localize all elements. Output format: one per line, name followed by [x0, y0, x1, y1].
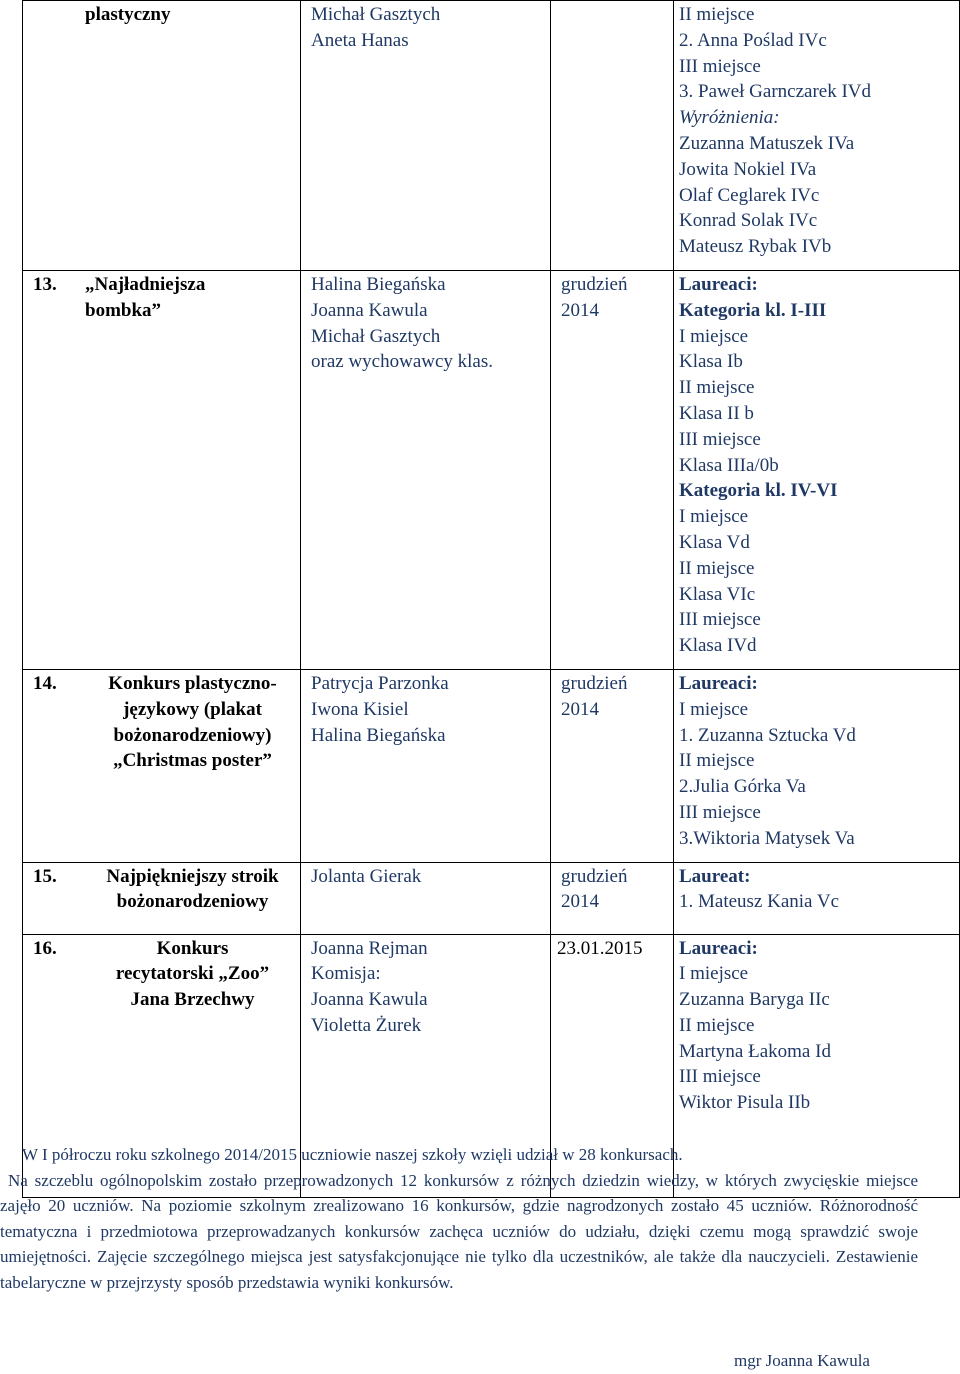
summary-paragraph-1: W I półroczu roku szkolnego 2014/2015 uczniowie naszej szkoły wzięli udział w 28 konkursach.: [22, 1145, 683, 1164]
organizers-cell: [301, 862, 551, 934]
result-line: 2. Anna Poślad IVc: [679, 29, 827, 51]
signature: mgr Joanna Kawula: [734, 1351, 870, 1370]
result-line: I miejsce: [679, 698, 749, 720]
contest-title-line: „Najładniejsza: [85, 273, 206, 295]
summary-text: [0, 1142, 918, 1296]
result-line: Wiktor Pisula IIb: [679, 1092, 811, 1114]
organizer-name: Aneta Hanas: [311, 29, 409, 51]
organizer-name: Iwona Kisiel: [311, 698, 409, 720]
result-line: Klasa Ib: [679, 351, 743, 373]
organizer-name: oraz wychowawcy klas.: [311, 351, 494, 373]
result-line: III miejsce: [679, 428, 761, 450]
result-line: Olaf Ceglarek IVc: [679, 184, 820, 206]
organizers-cell: [301, 669, 551, 862]
date-cell: [551, 270, 674, 669]
result-line: Klasa IVd: [679, 635, 757, 657]
contest-number: [33, 2, 85, 28]
result-heading: Laureaci:: [679, 672, 758, 694]
result-line: Mateusz Rybak IVb: [679, 236, 832, 258]
contest-date: 2014: [561, 891, 599, 913]
contest-title: [85, 2, 300, 28]
contest-title: [85, 936, 300, 1013]
contest-title-line: Najpiękniejszy stroik: [106, 865, 279, 887]
table-row: [23, 862, 960, 934]
organizer-name: Michał Gasztych: [311, 4, 441, 25]
summary-paragraph-2: Na szczeblu ogólnopolskim zostało przeprowadzonych 12 konkursów z różnych dziedzin wiedzy, w których zwycięskie miejsce zajęło 20 uczniów. Na poziomie szkolnym zrealizowano 16 konkursów, gdzie nagrodzonych zostało 45 uczniów. Różnorodność tematyczna i przedmiotowa przeprowadzanych konkursów zachęca uczniów do udziału, dzięki czemu mogą sprawdzić swoje umiejętności. Zajęcie szczególnego miejsca jest satysfakcjonujące nie tylko dla uczestników, ale także dla nauczycieli. Zestawienie tabelaryczne w przejrzysty sposób przedstawia wyniki konkursów.: [0, 1170, 918, 1292]
contest-date: 2014: [561, 698, 599, 720]
result-line: 1. Zuzanna Sztucka Vd: [679, 724, 856, 746]
contest-date: grudzień: [561, 672, 628, 694]
contest-date: grudzień: [561, 273, 628, 295]
result-line: Jowita Nokiel IVa: [679, 158, 817, 180]
contest-name-cell: [23, 1, 301, 271]
organizer-name: Violetta Żurek: [311, 1014, 422, 1036]
contest-title-line: bombka”: [85, 299, 162, 321]
results-cell: [674, 669, 960, 862]
organizer-name: Michał Gasztych: [311, 325, 441, 347]
result-heading: Laureat:: [679, 865, 751, 887]
result-line: Zuzanna Baryga IIc: [679, 989, 830, 1011]
organizer-name: Joanna Kawula: [311, 299, 428, 321]
contest-name-cell: [23, 669, 301, 862]
results-cell: [674, 862, 960, 934]
contest-number: 14.: [33, 672, 57, 694]
organizer-name: Joanna Kawula: [311, 989, 428, 1011]
result-heading: Kategoria kl. IV-VI: [679, 480, 838, 502]
result-line: 2.Julia Górka Va: [679, 776, 806, 798]
result-line: Klasa II b: [679, 402, 754, 424]
result-line: I miejsce: [679, 506, 749, 528]
contest-name-cell: [23, 270, 301, 669]
result-line: Zuzanna Matuszek IVa: [679, 132, 855, 154]
contest-number: 13.: [33, 273, 57, 295]
organizer-name: Komisja:: [311, 963, 381, 985]
result-line: Konrad Solak IVc: [679, 210, 818, 232]
result-line: III miejsce: [679, 1066, 761, 1088]
date-cell: [551, 862, 674, 934]
contest-title-line: bożonarodzeniowy): [113, 724, 272, 746]
organizers-cell: [301, 1, 551, 271]
result-line: 3. Paweł Garnczarek IVd: [679, 81, 872, 103]
table-row: [23, 270, 960, 669]
result-line: II miejsce: [679, 377, 755, 399]
result-line: Martyna Łakoma Id: [679, 1040, 831, 1062]
contest-title-line: recytatorski „Zoo”: [115, 963, 270, 985]
organizer-name: Joanna Rejman: [311, 937, 428, 959]
results-cell: [674, 270, 960, 669]
result-line: 1. Mateusz Kania Vc: [679, 891, 840, 913]
organizer-name: Jolanta Gierak: [311, 865, 422, 887]
result-line: Klasa Vd: [679, 531, 750, 553]
result-heading: Kategoria kl. I-III: [679, 299, 827, 321]
date-cell: [551, 1, 674, 271]
contest-title-line: językowy (plakat: [123, 698, 262, 720]
result-line: II miejsce: [679, 557, 755, 579]
table-row: [23, 669, 960, 862]
result-heading: Laureaci:: [679, 937, 758, 959]
table-row: [23, 1, 960, 271]
contest-title: [85, 671, 300, 774]
contest-title-line: bożonarodzeniowy: [116, 891, 269, 913]
result-line: Klasa IIIa/0b: [679, 454, 779, 476]
contest-number: 16.: [33, 937, 57, 959]
organizers-cell: [301, 270, 551, 669]
contest-title-line: Konkurs plastyczno-: [108, 672, 277, 694]
result-line: II miejsce: [679, 750, 755, 772]
result-line: 3.Wiktoria Matysek Va: [679, 827, 855, 849]
result-line: II miejsce: [679, 1014, 755, 1036]
contest-date: grudzień: [561, 865, 628, 887]
contest-date: 2014: [561, 299, 599, 321]
contest-title-line: Jana Brzechwy: [130, 989, 255, 1011]
result-line: I miejsce: [679, 963, 749, 985]
organizer-name: Patrycja Parzonka: [311, 672, 449, 694]
result-line: III miejsce: [679, 609, 761, 631]
result-heading: Wyróżnienia:: [679, 107, 780, 129]
result-line: I miejsce: [679, 325, 749, 347]
contest-title-line: Konkurs: [156, 937, 229, 959]
contest-title: [85, 864, 300, 916]
contest-table: [22, 0, 960, 1198]
result-heading: Laureaci:: [679, 273, 758, 295]
result-line: II miejsce: [679, 4, 755, 25]
result-line: III miejsce: [679, 801, 761, 823]
contest-title: [85, 272, 300, 324]
result-line: III miejsce: [679, 55, 761, 77]
contest-title-line: plastyczny: [85, 4, 171, 25]
contest-number: 15.: [33, 865, 57, 887]
contest-title-line: „Christmas poster”: [113, 750, 272, 772]
organizer-name: Halina Biegańska: [311, 273, 446, 295]
contest-name-cell: [23, 862, 301, 934]
organizer-name: Halina Biegańska: [311, 724, 446, 746]
date-cell: [551, 669, 674, 862]
contest-date: 23.01.2015: [557, 937, 643, 959]
result-line: Klasa VIc: [679, 583, 756, 605]
results-cell: [674, 1, 960, 271]
